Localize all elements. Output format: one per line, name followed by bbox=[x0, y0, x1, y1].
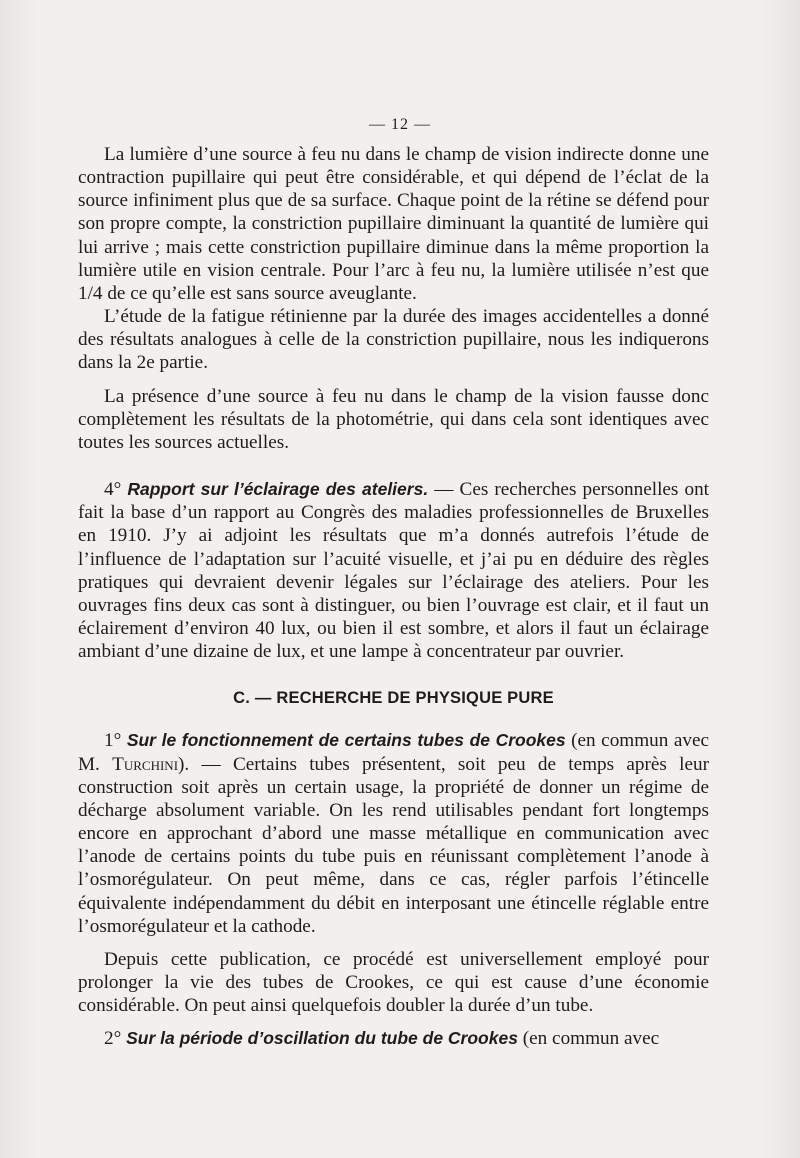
item-2-number: 2° bbox=[104, 1028, 122, 1050]
item-1-paragraph bbox=[78, 729, 709, 937]
item-1-number: 1° bbox=[104, 730, 122, 752]
section-4-text: — Ces recherches personnelles ont fait la base d’un rapport au Congrès des maladies professionnelles de Bruxelles en 1910. J’y ai adjoint les résultats que m’a donnés autrefois l’étude de l’influence de l’adaptation sur l’acuité visuelle, et j’ai pu en déduire des règles pratiques qui devraient devenir légales sur l’éclairage des ateliers. Pour les ouvrages fins deux cas sont à distinguer, ou bien l’ouvrage est clair, et il faut un éclairement d’environ 40 lux, ou bien il est sombre, et alors il faut un éclairage ambiant d’une dizaine de lux, et une lampe à concentrateur par ouvrier. bbox=[78, 479, 709, 663]
paragraph-pupil-contraction: La lumière d’une source à feu nu dans le champ de vision indirecte donne une contraction pupillaire qui peut être considérable, et qui dépend de l’éclat de la source infiniment plus que de sa surface. Chaque point de la rétine se défend pour son propre compte, la constriction pupillaire diminuant la quantité de lumière qui lui arrive ; mais cette constriction pupillaire diminue dans la même proportion la lumière utile en vision centrale. Pour l’arc à feu nu, la lumière utilisée n’est que 1/4 de ce qu’elle est sans source aveuglante. bbox=[78, 144, 709, 304]
body-text bbox=[78, 143, 709, 1050]
paragraph-retinal-fatigue: L’étude de la fatigue rétinienne par la durée des images accidentelles a donné des résultats analogues à celle de la constriction pupillaire, nous les indiquerons dans la 2e partie. bbox=[78, 306, 709, 374]
section-c-heading: C. — RECHERCHE DE PHYSIQUE PURE bbox=[233, 689, 554, 708]
item-1-pre: (en commun avec M. bbox=[78, 730, 709, 775]
item-2-title: Sur la période d’oscillation du tube de Crookes bbox=[126, 1028, 518, 1049]
section-4-paragraph bbox=[78, 478, 709, 663]
item-1-name: Turchini bbox=[112, 753, 179, 775]
item-2-paragraph bbox=[78, 1027, 709, 1050]
item-1-text: ). — Certains tubes présentent, soit peu de temps après leur construction soit après un certain usage, la propriété de donner un régime de décharge absolument variable. On les rend utilisables pendant fort longtemps encore en approchant d’abord une masse métallique en communication avec l’anode de certains points du tube puis en réunissant complètement l’anode à l’osmorégulateur. On peut même, dans ce cas, régler parfois l’étincelle équivalente indépendamment du débit en interposant une étincelle réglable entre l’osmorégulateur et la cathode. bbox=[78, 753, 709, 937]
paragraph-photometry: La présence d’une source à feu nu dans le champ de la vision fausse donc complètement les résultats de la photométrie, qui dans cela sont identiques avec toutes les sources actuelles. bbox=[78, 385, 709, 453]
section-4-number: 4° bbox=[104, 479, 122, 501]
item-1-title: Sur le fonctionnement de certains tubes de Crookes bbox=[126, 730, 566, 751]
item-2-text: (en commun avec bbox=[517, 1028, 660, 1050]
item-1-followup: Depuis cette publication, ce procédé est universellement employé pour prolonger la vie des tubes de Crookes, ce qui est cause d’une économie considérable. On peut ainsi quelquefois doubler la durée d’un tube. bbox=[78, 948, 709, 1017]
page-number: — 12 — bbox=[369, 116, 431, 133]
section-4-title: Rapport sur l’éclairage des ateliers. bbox=[127, 479, 429, 500]
